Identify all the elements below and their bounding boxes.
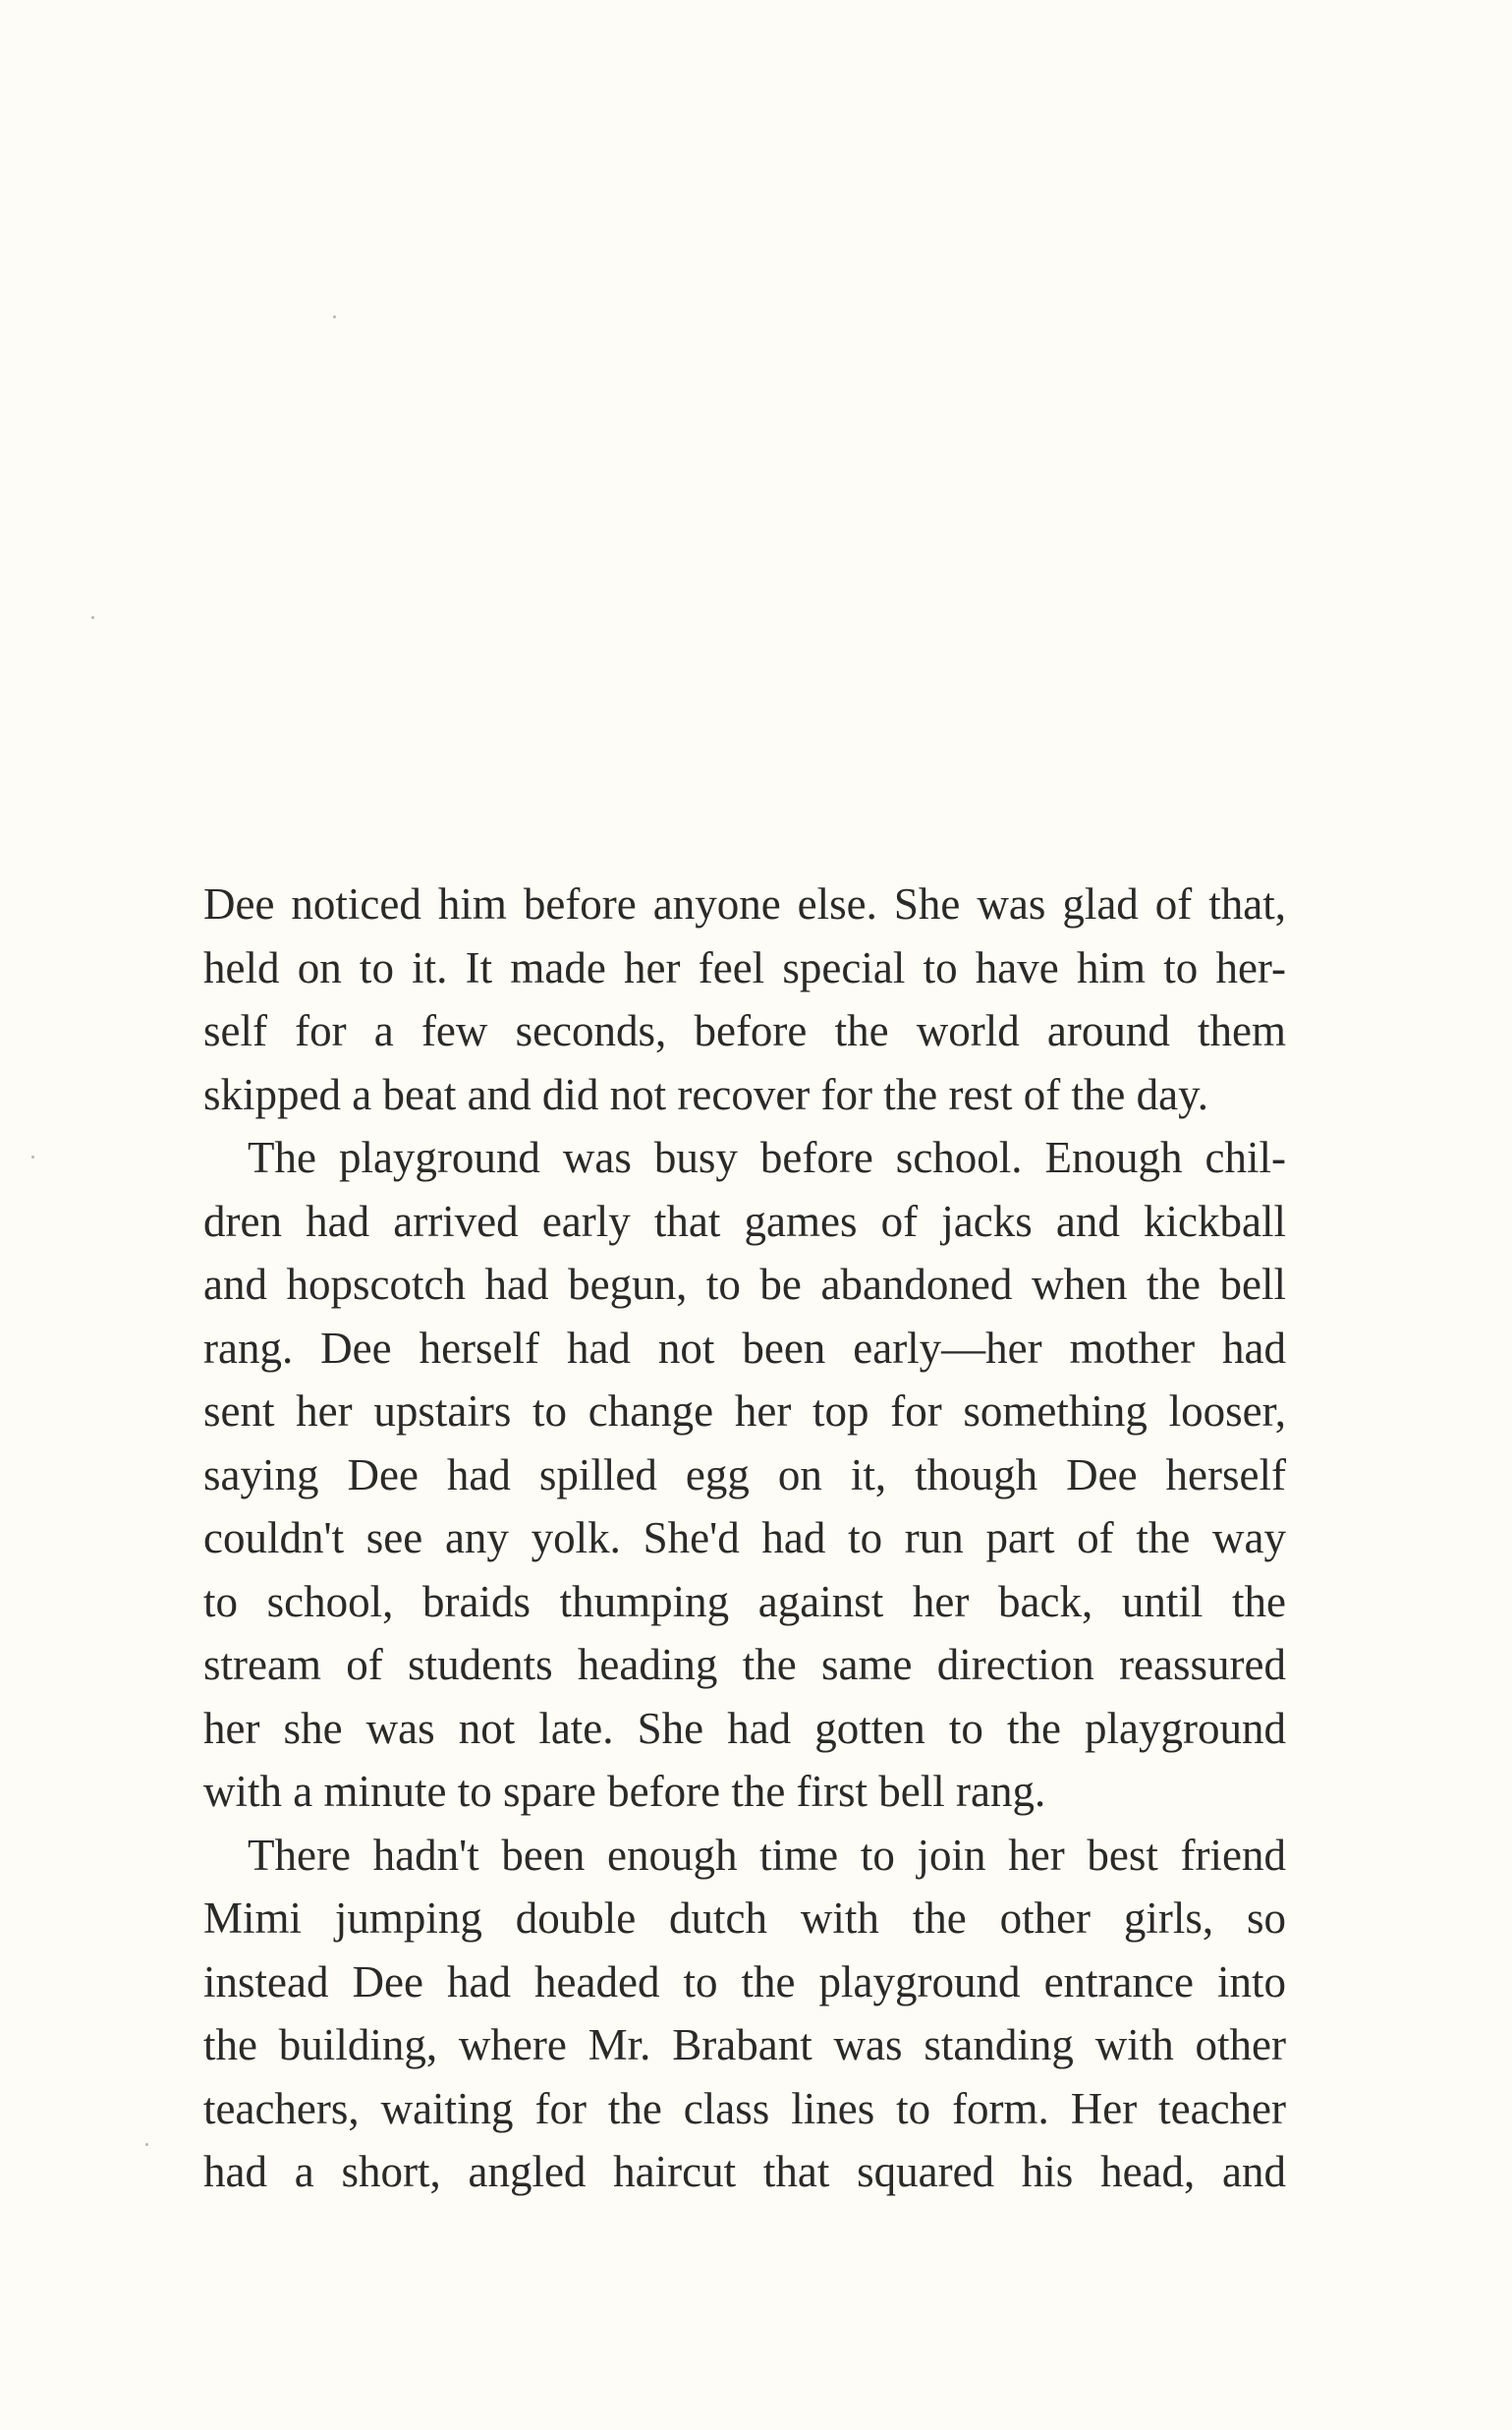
text-line: to school, braids thumping against her back, until the: [203, 1576, 1286, 1626]
text-line: had a short, angled haircut that squared his head, and: [203, 2147, 1286, 2196]
text-line: skipped a beat and did not recover for the rest of the day.: [203, 1069, 1208, 1119]
text-line: instead Dee had headed to the playground entrance into: [203, 1956, 1286, 2006]
text-line: the building, where Mr. Brabant was standing with other: [203, 2020, 1286, 2069]
text-line: held on to it. It made her feel special to have him to her-: [203, 942, 1286, 992]
text-line: stream of students heading the same direction reassured: [203, 1640, 1286, 1689]
text-line: saying Dee had spilled egg on it, though Dee herself: [203, 1449, 1286, 1499]
text-line: The playground was busy before school. Enough chil-: [248, 1133, 1286, 1182]
text-line: Dee noticed him before anyone else. She was glad of that,: [203, 879, 1286, 929]
text-line: couldn't see any yolk. She'd had to run part of the way: [203, 1513, 1286, 1562]
text-line: her she was not late. She had gotten to the playground: [203, 1703, 1286, 1753]
paper-speck: [91, 616, 94, 619]
paper-speck: [31, 1156, 34, 1158]
body-text: [203, 873, 1286, 2204]
text-line: rang. Dee herself had not been early—her mother had: [203, 1323, 1286, 1373]
paper-speck: [145, 2143, 148, 2146]
text-line: and hopscotch had begun, to be abandoned when the bell: [203, 1260, 1286, 1309]
text-line: Mimi jumping double dutch with the other girls, so: [203, 1893, 1286, 1943]
text-line: dren had arrived early that games of jacks and kickball: [203, 1196, 1286, 1246]
text-line: sent her upstairs to change her top for something looser,: [203, 1386, 1286, 1436]
text-line: self for a few seconds, before the world around them: [203, 1006, 1286, 1055]
text-line: There hadn't been enough time to join her best friend: [248, 1830, 1286, 1880]
text-line: with a minute to spare before the first bell rang.: [203, 1767, 1046, 1816]
text-line: teachers, waiting for the class lines to form. Her teacher: [203, 2083, 1286, 2133]
paper-speck: [333, 315, 336, 318]
